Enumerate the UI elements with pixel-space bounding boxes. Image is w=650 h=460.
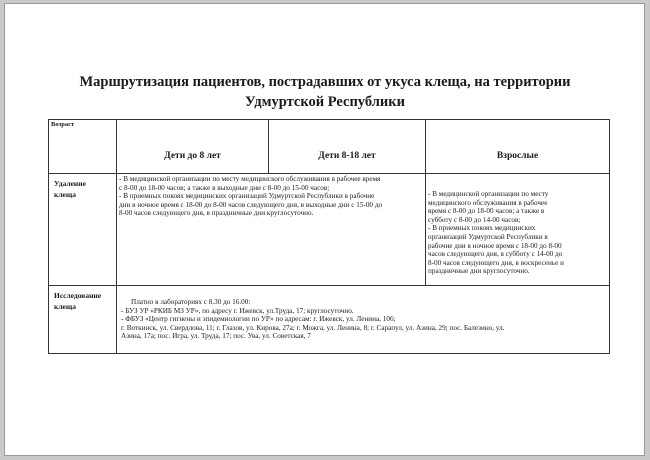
row-label-removal — [49, 174, 117, 286]
document-page — [4, 3, 645, 456]
table-row-tick-removal — [49, 174, 610, 286]
removal-adults-line: рабочие дни в ночное время с 18-00 до 8-00 — [428, 241, 562, 250]
removal-adults-line: организаций Удмуртской Республики в — [428, 232, 548, 241]
removal-adults-line: 8-00 часов следующего дня, в воскресенье и — [428, 258, 564, 267]
table-row-tick-study — [49, 286, 610, 354]
column-header-children-under-8: Дети до 8 лет — [117, 120, 269, 174]
age-header-label: Возраст — [51, 121, 75, 128]
removal-adults-line: медицинского обслуживания в рабочее — [428, 198, 548, 207]
removal-adults-line: субботу с 8-00 до 14-00 часов; — [428, 215, 521, 224]
row-label-study-line-1: Исследование — [54, 291, 102, 300]
study-cell — [117, 286, 610, 354]
removal-children-line: - В медицинской организации по месту медицинского обслуживания в рабочее время — [119, 175, 381, 183]
removal-children-line: с 8-00 до 18-00 часов; а также в выходные дни с 8-00 до 15-00 часов; — [119, 183, 330, 192]
study-line: Платно в лабораториях с 8.30 до 16.00: — [131, 298, 251, 306]
routing-table — [48, 119, 610, 354]
removal-adults-line: время с 8-00 до 18-00 часов; а также в — [428, 207, 545, 216]
study-line: Азина, 17а; пос. Игра, ул. Труда, 17; пос. Ува, ул. Советская, 7 — [121, 332, 311, 341]
removal-adults-cell — [426, 174, 610, 286]
removal-children-line: дни в ночное время с 18-00 до 8-00 часов следующего дня, в выходные дни с 15-00 до — [119, 200, 383, 209]
study-line: - ФБУЗ «Центр гигиены и эпидемиологии по УР» по адресам: г. Ижевск, ул. Ленина, 106; — [121, 315, 396, 324]
row-label-study — [49, 286, 117, 354]
table-header-row — [49, 120, 610, 174]
removal-adults-line: часов следующего дня, в субботу с 14-00 до — [428, 250, 563, 259]
study-line: г. Воткинск, ул. Свердлова, 11; г. Глазов, ул. Кирова, 27а; г. Можга, ул. Ленина, 8; г. Сарапул, ул. Азина, 29; пос. Балезино, ул. — [121, 323, 505, 332]
removal-children-line: - В приемных покоях медицинских организаций Удмуртской Республики в рабочие — [119, 192, 375, 201]
title-line-1: Маршрутизация пациентов, пострадавших от укуса клеща, на территории — [79, 74, 571, 90]
row-label-removal-line-1: Удаление — [54, 179, 86, 188]
column-header-children-8-18: Дети 8-18 лет — [269, 120, 426, 174]
row-label-study-line-2: клеща — [54, 302, 76, 311]
removal-adults-line: - В медицинской организации по месту — [428, 190, 549, 198]
study-line: - БУЗ УР «РКИБ МЗ УР», по адресу г. Ижевск, ул.Труда, 17; круглосуточно. — [121, 306, 354, 315]
removal-children-cell — [117, 174, 426, 286]
removal-adults-line: праздничные дни круглосуточно. — [428, 267, 530, 276]
document-title — [45, 72, 605, 112]
age-header-cell — [49, 120, 117, 174]
removal-adults-line: - В приемных покоях медицинских — [428, 224, 536, 233]
removal-children-line: 8-00 часов следующего дня, в праздничные дни круглосуточно. — [119, 209, 314, 218]
title-line-2: Удмуртской Республики — [245, 94, 405, 110]
column-header-adults: Взрослые — [426, 120, 610, 174]
row-label-removal-line-2: клеща — [54, 190, 76, 199]
